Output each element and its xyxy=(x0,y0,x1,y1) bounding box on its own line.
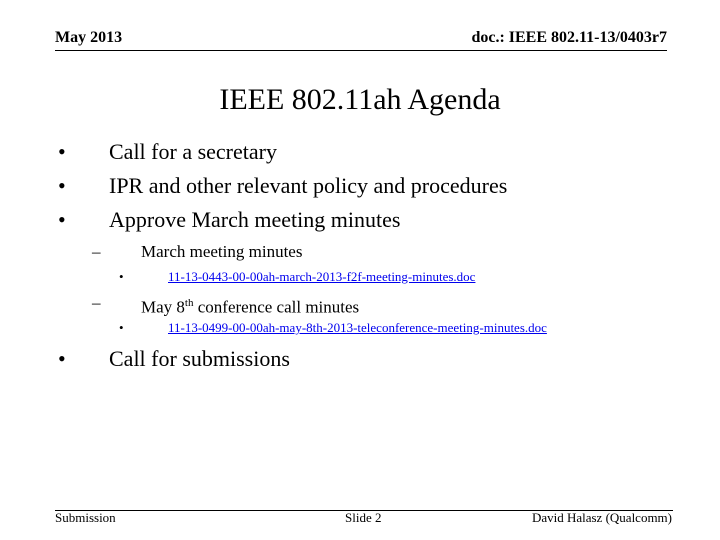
footer-slide-number: Slide 2 xyxy=(345,510,382,525)
sub-bullet-march-minutes: March meeting minutes xyxy=(141,242,303,261)
bullet-approve-minutes: Approve March meeting minutes xyxy=(109,207,401,232)
may-minutes-text-sup: th xyxy=(184,297,194,309)
may-minutes-text-pre: May 8 xyxy=(141,297,185,317)
bullet-call-for-submissions: Call for submissions xyxy=(109,346,290,371)
footer-author: David Halasz (Qualcomm) xyxy=(531,510,672,525)
header-date: May 2013 xyxy=(55,29,123,46)
header-doc-id: doc.: IEEE 802.11-13/0403r7 xyxy=(471,29,667,46)
may-minutes-text-post: conference call minutes xyxy=(193,297,360,317)
footer-submission: Submission xyxy=(55,510,116,525)
sub-sub-bullet-marker: • xyxy=(119,320,124,335)
bullet-call-for-secretary: Call for a secretary xyxy=(109,139,277,164)
sub-bullet-dash: – xyxy=(92,242,101,261)
march-minutes-link[interactable]: 11-13-0443-00-00ah-march-2013-f2f-meeting-minutes.doc xyxy=(168,269,476,284)
bullet-marker: • xyxy=(58,346,66,371)
header-rule xyxy=(55,50,667,51)
slide-title: IEEE 802.11ah Agenda xyxy=(219,83,501,116)
sub-sub-bullet-marker: • xyxy=(119,269,124,284)
sub-bullet-may-minutes xyxy=(141,293,359,318)
bullet-ipr-policy: IPR and other relevant policy and procedures xyxy=(109,173,508,198)
sub-bullet-dash: – xyxy=(92,293,101,312)
bullet-marker: • xyxy=(58,139,66,164)
may-minutes-link[interactable]: 11-13-0499-00-00ah-may-8th-2013-teleconference-meeting-minutes.doc xyxy=(168,320,547,335)
bullet-marker: • xyxy=(58,173,66,198)
bullet-marker: • xyxy=(58,207,66,232)
